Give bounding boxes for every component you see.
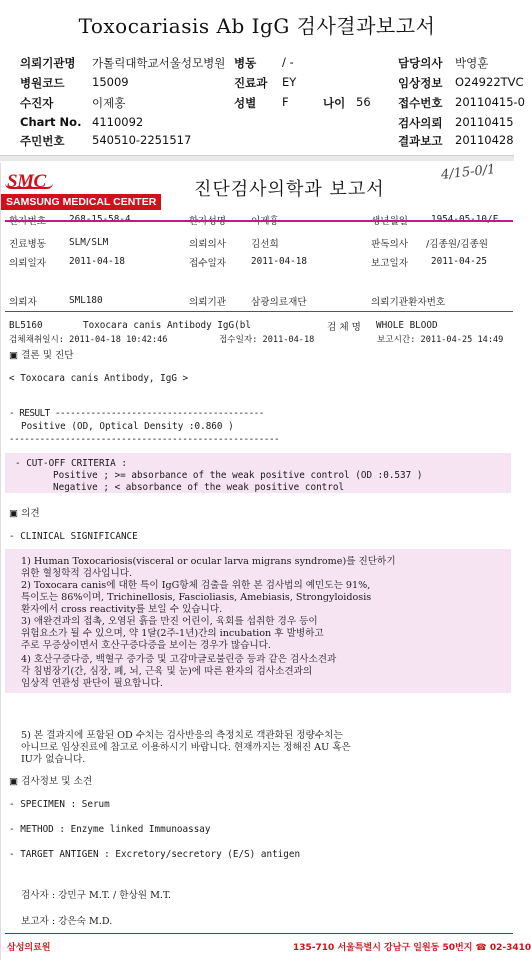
result-date-value: 20110428 — [455, 133, 514, 147]
receipt-date-label: 접수일자 — [189, 258, 227, 269]
note-line: 임상적 연관성 판단이 필요합니다. — [21, 678, 163, 689]
test-code: BL5160 — [9, 320, 43, 331]
footer-address: 135-710 서울특별시 강남구 일원동 50번지 ☎ 02-3410 — [293, 943, 531, 953]
note-line: 5) 본 결과지에 포함된 OD 수치는 검사반응의 측정치로 객관화된 정량수치는 — [21, 730, 343, 741]
ward-label-r: 진료병동 — [9, 239, 47, 250]
note-line: 주로 무증상이면서 호산구증다증을 보이는 경우가 많습니다. — [21, 640, 271, 651]
age-label: 나이 — [323, 96, 346, 110]
result-date-label: 결과보고 — [398, 134, 443, 148]
note-line: 위한 혈청학적 검사입니다. — [21, 568, 133, 579]
note-line: 위험요소가 될 수 있으며, 약 1달(2주-1년)간의 incubation 후 발병하고 — [21, 628, 324, 639]
section-divider — [0, 155, 514, 161]
org-patient-no-label: 의뢰기관환자번호 — [371, 297, 446, 308]
patient-value: 이제홍 — [92, 96, 126, 110]
note-line: 4) 호산구증다증, 백혈구 증가증 및 고감마글로불린증 등과 같은 검사소견과 — [21, 654, 337, 665]
test-name: Toxocara canis Antibody IgG(bl — [83, 320, 251, 331]
accession-value: 20110415-0 — [455, 95, 525, 109]
specimen-value: WHOLE BLOOD — [376, 320, 438, 331]
note-line: 특이도는 86%이며, Trichinellosis, Fascioliasis, Amebiasis, Strongyloidosis — [21, 592, 372, 603]
accept-date: 접수일자: 2011-04-18 — [219, 335, 315, 345]
clinical-info-label: 임상정보 — [398, 76, 443, 90]
strikethrough-line — [5, 220, 513, 222]
hospital-label: 의뢰기관명 — [20, 56, 76, 70]
page-title: Toxocariasis Ab IgG 검사결과보고서 — [78, 14, 436, 38]
reporter-line: 보고자 : 강은숙 M.D. — [21, 916, 113, 927]
reading-doctor-label: 판독의사 — [371, 239, 409, 250]
hospital-code-value: 15009 — [92, 75, 129, 89]
sex-value: F — [282, 95, 289, 109]
receipt-date-value: 2011-04-18 — [251, 256, 307, 267]
specimen-label: 검 체 명 — [327, 322, 361, 333]
cutoff-positive: Positive ; >= absorbance of the weak positive control (OD :0.537 ) — [53, 470, 423, 481]
ward-label: 병동 — [234, 56, 257, 70]
report-time: 보고시간: 2011-04-25 14:49 — [377, 335, 504, 345]
requesting-org-label: 의뢰기관 — [189, 297, 227, 308]
divider-line — [5, 311, 513, 312]
collection-time: 검체채취일시: 2011-04-18 10:42:46 — [9, 335, 168, 345]
note-line: 각 침범장기(간, 심장, 폐, 뇌, 근육 및 눈)에 따른 환자의 검사소견과의 — [21, 666, 313, 677]
report-date-value: 2011-04-25 — [431, 256, 487, 267]
chart-no-label: Chart No. — [20, 115, 82, 129]
chart-no-value: 4110092 — [92, 115, 144, 129]
ordering-doctor-label: 의뢰의사 — [189, 239, 227, 250]
request-date-label: 검사의뢰 — [398, 116, 443, 130]
note-line: 3) 애완견과의 접촉, 오염된 흙을 만진 어린이, 육회를 섭취한 경우 등이 — [21, 616, 318, 627]
note-line: IU가 없습니다. — [21, 754, 86, 765]
opinion-heading: ▣ 의견 — [9, 508, 40, 519]
accession-label: 접수번호 — [398, 96, 443, 110]
requesting-org-value: 삼광의료재단 — [251, 297, 307, 308]
ordering-doctor-value: 김선희 — [251, 239, 279, 250]
note-line: 2) Toxocara canis에 대한 특이 IgG항체 검출을 위한 본 검사법의 예민도는 91%, — [21, 580, 371, 591]
clinical-info-value: O24922TVC — [455, 75, 524, 89]
doctor-value: 박영훈 — [455, 56, 489, 70]
cutoff-heading: - CUT-OFF CRITERIA : — [15, 458, 127, 469]
note-line: 환자에서 cross reactivity를 보일 수 있습니다. — [21, 604, 223, 615]
footer-org: 삼성의료원 — [7, 943, 51, 953]
conclusion-heading: ▣ 결론 및 진단 — [9, 350, 74, 361]
patient-label: 수진자 — [20, 96, 54, 110]
footer-rule — [5, 933, 513, 934]
result-heading: - RESULT ----------------------------------------- — [9, 408, 264, 419]
hospital-value: 가톨릭대학교서울성모병원 — [92, 56, 226, 70]
smc-logo: SMC — [7, 171, 46, 193]
request-date-value-r: 2011-04-18 — [69, 256, 125, 267]
method-line: - METHOD : Enzyme linked Immunoassay — [9, 824, 211, 835]
cutoff-negative: Negative ; < absorbance of the weak positive control — [53, 482, 345, 493]
resident-no-label: 주민번호 — [20, 134, 65, 148]
dept-value: EY — [282, 75, 297, 89]
age-value: 56 — [356, 95, 371, 109]
resident-no-value: 540510-2251517 — [92, 133, 192, 147]
ward-value-r: SLM/SLM — [69, 237, 109, 248]
specimen-line: - SPECIMEN : Serum — [9, 799, 110, 810]
note-line: 아니므로 임상진료에 참고로 이용하시기 바랍니다. 현재까지는 정해진 AU 혹은 — [21, 742, 351, 753]
handwritten-note: 4/15-0/1 — [440, 162, 497, 183]
doctor-label: 담당의사 — [398, 56, 443, 70]
samsung-medical-center-banner: SAMSUNG MEDICAL CENTER — [1, 194, 161, 210]
ward-value: / - — [282, 55, 294, 69]
report-title: 진단검사의학과 보고서 — [194, 179, 385, 200]
scanned-report — [0, 162, 531, 960]
reading-doctor-value: /김종원/김종원 — [426, 239, 489, 250]
request-date-value: 20110415 — [455, 115, 514, 129]
test-info-heading: ▣ 검사정보 및 소견 — [9, 776, 93, 787]
analyte-name: < Toxocara canis Antibody, IgG > — [9, 373, 189, 384]
sex-label: 성별 — [234, 96, 257, 110]
requester-label: 의뢰자 — [9, 297, 37, 308]
requester-value: SML180 — [69, 295, 103, 306]
hospital-code-label: 병원코드 — [20, 76, 65, 90]
tester-line: 검사자 : 강민구 M.T. / 한상원 M.T. — [21, 890, 171, 901]
report-date-label: 보고일자 — [371, 258, 409, 269]
result-value: Positive (OD, Optical Density :0.860 ) — [21, 421, 234, 432]
antigen-line: - TARGET ANTIGEN : Excretory/secretory (E/S) antigen — [9, 849, 301, 860]
note-line: 1) Human Toxocariosis(visceral or ocular larva migrans syndrome)를 진단하기 — [21, 556, 396, 567]
clinical-significance-heading: - CLINICAL SIGNIFICANCE — [9, 531, 138, 542]
result-end-rule: ----------------------------------------------------- — [9, 434, 280, 445]
dept-label: 진료과 — [234, 76, 268, 90]
request-date-label-r: 의뢰일자 — [9, 258, 47, 269]
